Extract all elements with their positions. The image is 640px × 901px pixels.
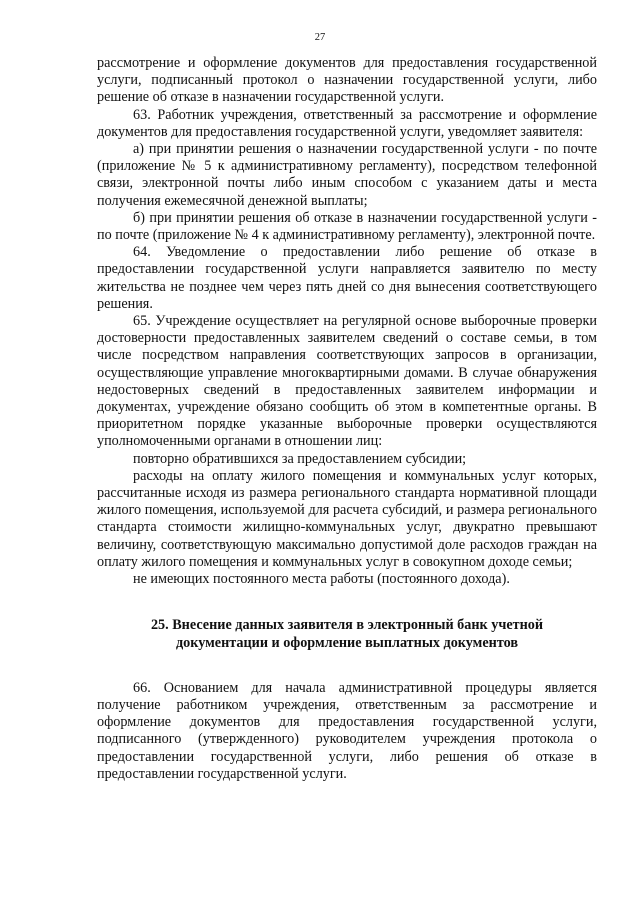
section-heading-line-1: 25. Внесение данных заявителя в электронный банк учетной bbox=[150, 617, 544, 634]
paragraph-65: 65. Учреждение осуществляет на регулярной основе выборочные проверки достоверности предоставленных заявителем сведений о составе семьи, в том числе посредством направления соответствующих запросов в организации, осуществляющие управление многоквартирными домами. В случае обнаружения недостоверных сведений в предоставленных заявителем информации и документах, учреждение обязано сообщить об этом в компетентные органы. В приоритетном порядке указанные выборочные проверки осуществляются уполномоченными органами в отношении лиц: bbox=[97, 313, 597, 450]
paragraph-65-item-2: расходы на оплату жилого помещения и коммунальных услуг которых, рассчитанные исходя из размера регионального стандарта нормативной площади жилого помещения, используемой для расчета субсидий, и размера регионального стандарта стоимости жилищно-коммунальных услуг, двукратно превышают величину, соответствующую максимально допустимой доле расходов граждан на оплату жилого помещения и коммунальных услуг в совокупном доходе семьи; bbox=[97, 467, 597, 570]
paragraph-63-item-b: б) при принятии решения об отказе в назначении государственной услуги - по почте (приложение № 4 к административному регламенту), электронной почте. bbox=[97, 209, 597, 244]
paragraph-continuation: рассмотрение и оформление документов для предоставления государственной услуги, подписанный протокол о назначении государственной услуги, либо решение об отказе в назначении государственной услуги. bbox=[97, 55, 597, 106]
paragraph-65-item-3: не имеющих постоянного места работы (постоянного дохода). bbox=[133, 571, 510, 588]
paragraph-63-item-a: а) при принятии решения о назначении государственной услуги - по почте (приложение № 5 к административному регламенту), посредством телефонной связи, электронной почты либо иным способом с указанием даты и места получения ежемесячной денежной выплаты; bbox=[97, 141, 597, 209]
section-heading-25 bbox=[97, 617, 597, 651]
paragraph-64: 64. Уведомление о предоставлении либо решение об отказе в предоставлении государственной услуги направляется заявителю по месту жительства не позднее чем через пять дней со дня вынесения соответствующего решения. bbox=[97, 244, 597, 312]
section-heading-line-2: документации и оформление выплатных документов bbox=[175, 634, 519, 651]
paragraph-65-item-1: повторно обратившихся за предоставлением субсидии; bbox=[133, 450, 467, 467]
paragraph-66: 66. Основанием для начала административной процедуры является получение работником учреждения, ответственным за рассмотрение и оформление документов для предоставления государственной услуги, подписанного (утвержденного) руководителем учреждения протокола о предоставлении государственной услуги, либо решения об отказе в предоставлении государственной услуги. bbox=[97, 679, 597, 782]
page-number: 27 bbox=[314, 32, 326, 43]
paragraph-63: 63. Работник учреждения, ответственный за рассмотрение и оформление документов для предоставления государственной услуги, уведомляет заявителя: bbox=[97, 106, 597, 140]
document-body bbox=[97, 55, 597, 783]
